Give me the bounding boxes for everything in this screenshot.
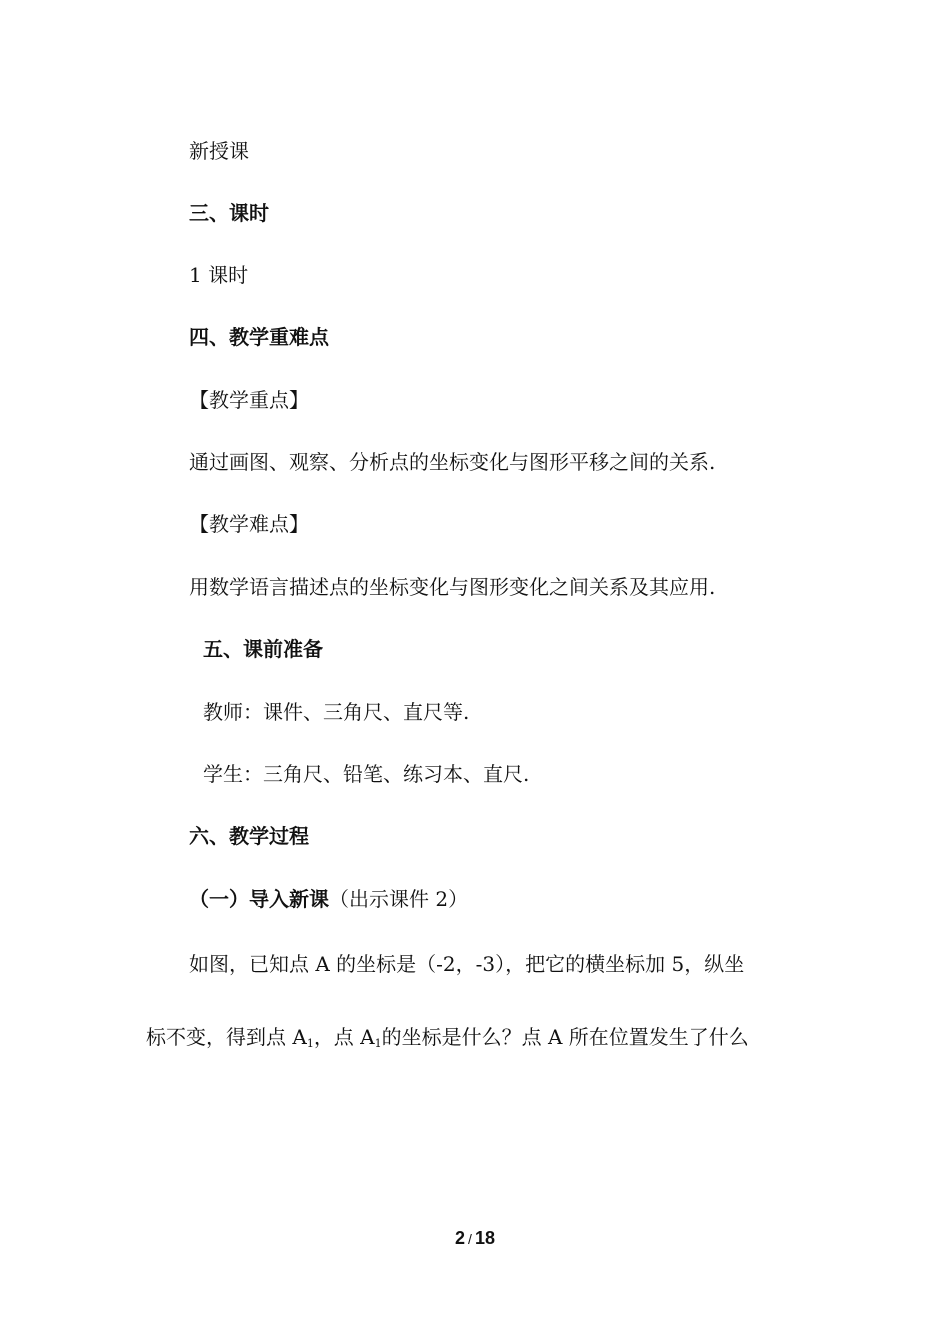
subscript-1: 1: [306, 1037, 314, 1050]
student-preparation-text: 学生：三角尺、铅笔、练习本、直尺.: [203, 762, 530, 786]
heading-key-difficult-points: 四、教学重难点: [189, 325, 329, 349]
page-number: [0, 1228, 950, 1249]
intro-section-line: [189, 886, 468, 912]
difficult-points-text: 用数学语言描述点的坐标变化与图形变化之间关系及其应用.: [189, 575, 716, 599]
problem-text-part-c: 的坐标是什么？点 A 所在位置发生了什么: [381, 1025, 749, 1049]
heading-class-hours: 三、课时: [189, 201, 269, 225]
subscript-1b: 1: [374, 1037, 382, 1050]
intro-section-note: （出示课件 2）: [329, 887, 469, 911]
problem-text-part-b: ，点 A: [313, 1025, 375, 1049]
key-points-text: 通过画图、观察、分析点的坐标变化与图形平移之间的关系.: [189, 450, 716, 474]
intro-section-heading: （一）导入新课: [189, 887, 329, 911]
problem-text-line-2: [146, 1024, 749, 1057]
current-page: 2: [455, 1228, 466, 1248]
heading-teaching-process: 六、教学过程: [189, 824, 309, 848]
heading-preparation: 五、课前准备: [203, 637, 323, 661]
teacher-preparation-text: 教师：课件、三角尺、直尺等.: [203, 700, 470, 724]
class-hours-text: 1 课时: [189, 263, 249, 287]
subheading-difficult-points: 【教学难点】: [189, 512, 309, 536]
page-separator: /: [468, 1231, 472, 1247]
lesson-type-text: 新授课: [189, 139, 249, 163]
total-pages: 18: [474, 1228, 495, 1248]
subheading-key-points: 【教学重点】: [189, 388, 309, 412]
problem-text-line-1: 如图，已知点 A 的坐标是（-2，-3），把它的横坐标加 5，纵坐: [189, 952, 745, 976]
problem-text-part-a: 标不变，得到点 A: [146, 1025, 307, 1049]
